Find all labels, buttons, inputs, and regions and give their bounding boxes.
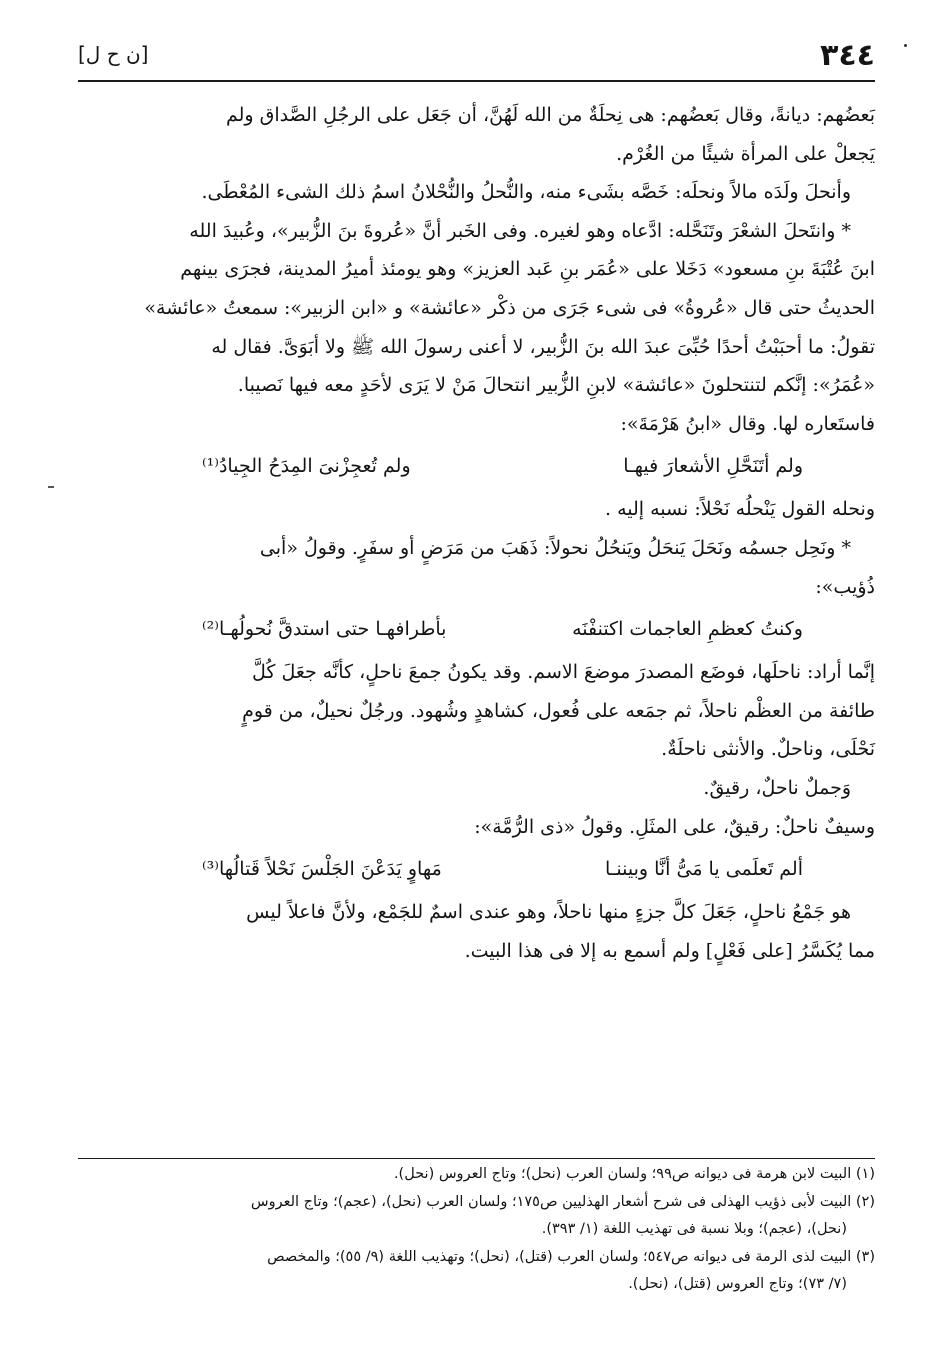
text-line: الحديثُ حتى قال «عُروةُ» فى شىء جَرَى من ذكْر «عائشة» و «ابن الزبير»: سمعتُ «عائشة» xyxy=(144,296,875,319)
verse-hemistich-left: بأطرافهـا حتى استدقَّ نُحولُهـا⁽²⁾ xyxy=(202,618,447,641)
verse-hemistich-right: ألم تَعلَمى يا مَىُّ أنَّا وبيننـا xyxy=(605,858,803,881)
text-line: نَحْلَى، وناحلٌ. والأنثى ناحلَةٌ. xyxy=(661,738,875,761)
text-line: هو جَمْعُ ناحلٍ، جَعَلَ كلَّ جزءٍ منها ناحلاً، وهو عندى اسمٌ للجَمْع، ولأنَّ فاعلاً ليس xyxy=(246,901,851,924)
verse-1 xyxy=(78,443,875,490)
footnote-3: (٣) البيت لذى الرمة فى ديوانه ص٥٤٧؛ ولسان العرب (قتل)، (نحل)؛ وتهذيب اللغة (٩/ ٥٥)؛ والمخصص xyxy=(267,1248,875,1265)
text-line: «عُمَرُ»: إنَّكم لتنتحلونَ «عائشة» لابنِ الزُّبير انتحالَ مَنْ لا يَرَى لأحَدٍ معه فيها نَصيبا. xyxy=(237,374,875,397)
text-line: مما يُكَسَّرُ [على فَعْلٍ] ولم أسمع به إلا فى هذا البيت. xyxy=(464,939,875,962)
footnote-2-continued: (نحل)، (عجم)؛ وبلا نسبة فى تهذيب اللغة (١/ ٣٩٣). xyxy=(541,1221,847,1237)
text-line: ونحله القول يَنْحلُه نَحْلاً: نسبه إليه . xyxy=(605,498,875,521)
text-line: وسيفٌ ناحلٌ: رقيقٌ، على المثَلِ. وقولُ «ذى الرُّمَّة»: xyxy=(474,815,875,838)
text-line: إنَّما أراد: ناحلَها، فوضَع المصدرَ موضعَ الاسم. وقد يكونُ جمعَ ناحلٍ، كأنَّه جعَلَ كُلَّ xyxy=(251,661,875,684)
footnote-2: (٢) البيت لأبى ذؤيب الهذلى فى شرح أشعار الهذليين ص١٧٥؛ ولسان العرب (نحل)، (عجم)؛ وتاج العروس xyxy=(250,1193,875,1210)
page-number: ٣٤٤ xyxy=(820,38,875,73)
text-line: * ونَحِل جسمُه ونَحَلَ يَنحَلُ ويَنحُلُ نحولاً: ذَهَبَ من مَرَضٍ أو سفَرٍ. وقولُ «أبى xyxy=(259,536,851,559)
verse-3 xyxy=(78,846,875,893)
margin-mark xyxy=(48,486,54,488)
text-line: * وانتَحلَ الشعْرَ وتَنَحَّله: ادَّعاه وهو لغيره. وفى الخَبر أنَّ «عُروةَ بنَ الزُّبير»، وعُبيدَ الله xyxy=(189,219,851,242)
text-line: طائفة من العظْم ناحلاً، ثم جمَعه على فُعول، كشاهدٍ وشُهود. ورجُلٌ نحيلٌ، من قومٍ xyxy=(242,699,875,722)
verse-hemistich-left: مَهاوٍ يَدَعْنَ الجَلْسَ نَحْلاً قَتالُها⁽³⁾ xyxy=(202,858,442,881)
text-line: بَعضُهم: ديانةً، وقال بَعضُهم: هى نِحلَةٌ من الله لَهُنَّ، أن جَعَل على الرجُلِ الصَّداق ولم xyxy=(225,104,875,126)
text-line: فاستَعاره لها. وقال «ابنُ هَرْمَةَ»: xyxy=(620,412,875,435)
page-header xyxy=(78,36,875,82)
main-text xyxy=(78,96,875,970)
text-line: وَجملٌ ناحلٌ، رقيقٌ. xyxy=(703,776,851,799)
verse-2 xyxy=(78,606,875,653)
text-line: تقولُ: ما أحبَبْتُ أحدًا حُبِّىَ عبدَ الله بنَ الزُّبير، لا أعنى رسولَ الله ﷺ ولا أبَوَىَّ. فقال له xyxy=(211,335,875,358)
text-line: يَجعلْ على المرأة شيئًا من الغُرْم. xyxy=(616,142,875,165)
verse-hemistich-left: ولم تُعجِزْنىَ المِدَحُ الجِيادُ⁽¹⁾ xyxy=(202,455,411,478)
root-label: [ن ح ل] xyxy=(78,42,149,66)
footnote-3-continued: (٧/ ٧٣)؛ وتاج العروس (قتل)، (نحل). xyxy=(628,1276,847,1292)
text-line: ابنَ عُتْبَةَ بنِ مسعود» دَخَلا على «عُمَر بنِ عَبد العزيز» وهو يومئذ أميرُ المدينة، فجرَى بينهم xyxy=(180,258,875,281)
footnote-1: (١) البيت لابن هرمة فى ديوانه ص٩٩؛ ولسان العرب (نحل)؛ وتاج العروس (نحل). xyxy=(393,1166,875,1182)
verse-hemistich-right: ولم أتَنَحَّلِ الأشعارَ فيهـا xyxy=(623,455,803,478)
footnotes xyxy=(78,1158,875,1299)
verse-hemistich-right: وكنتُ كعظمِ العاجمات اكتنفْنَه xyxy=(572,618,803,641)
text-line: وأنحلَ ولَدَه مالاً ونحلَه: خَصَّه بشَىء منه، والنُّحلُ والنُّحْلانُ اسمُ ذلك الشىء المُعْطَى. xyxy=(201,181,851,204)
text-line: ذُؤيب»: xyxy=(815,575,875,598)
margin-dot xyxy=(904,44,907,47)
